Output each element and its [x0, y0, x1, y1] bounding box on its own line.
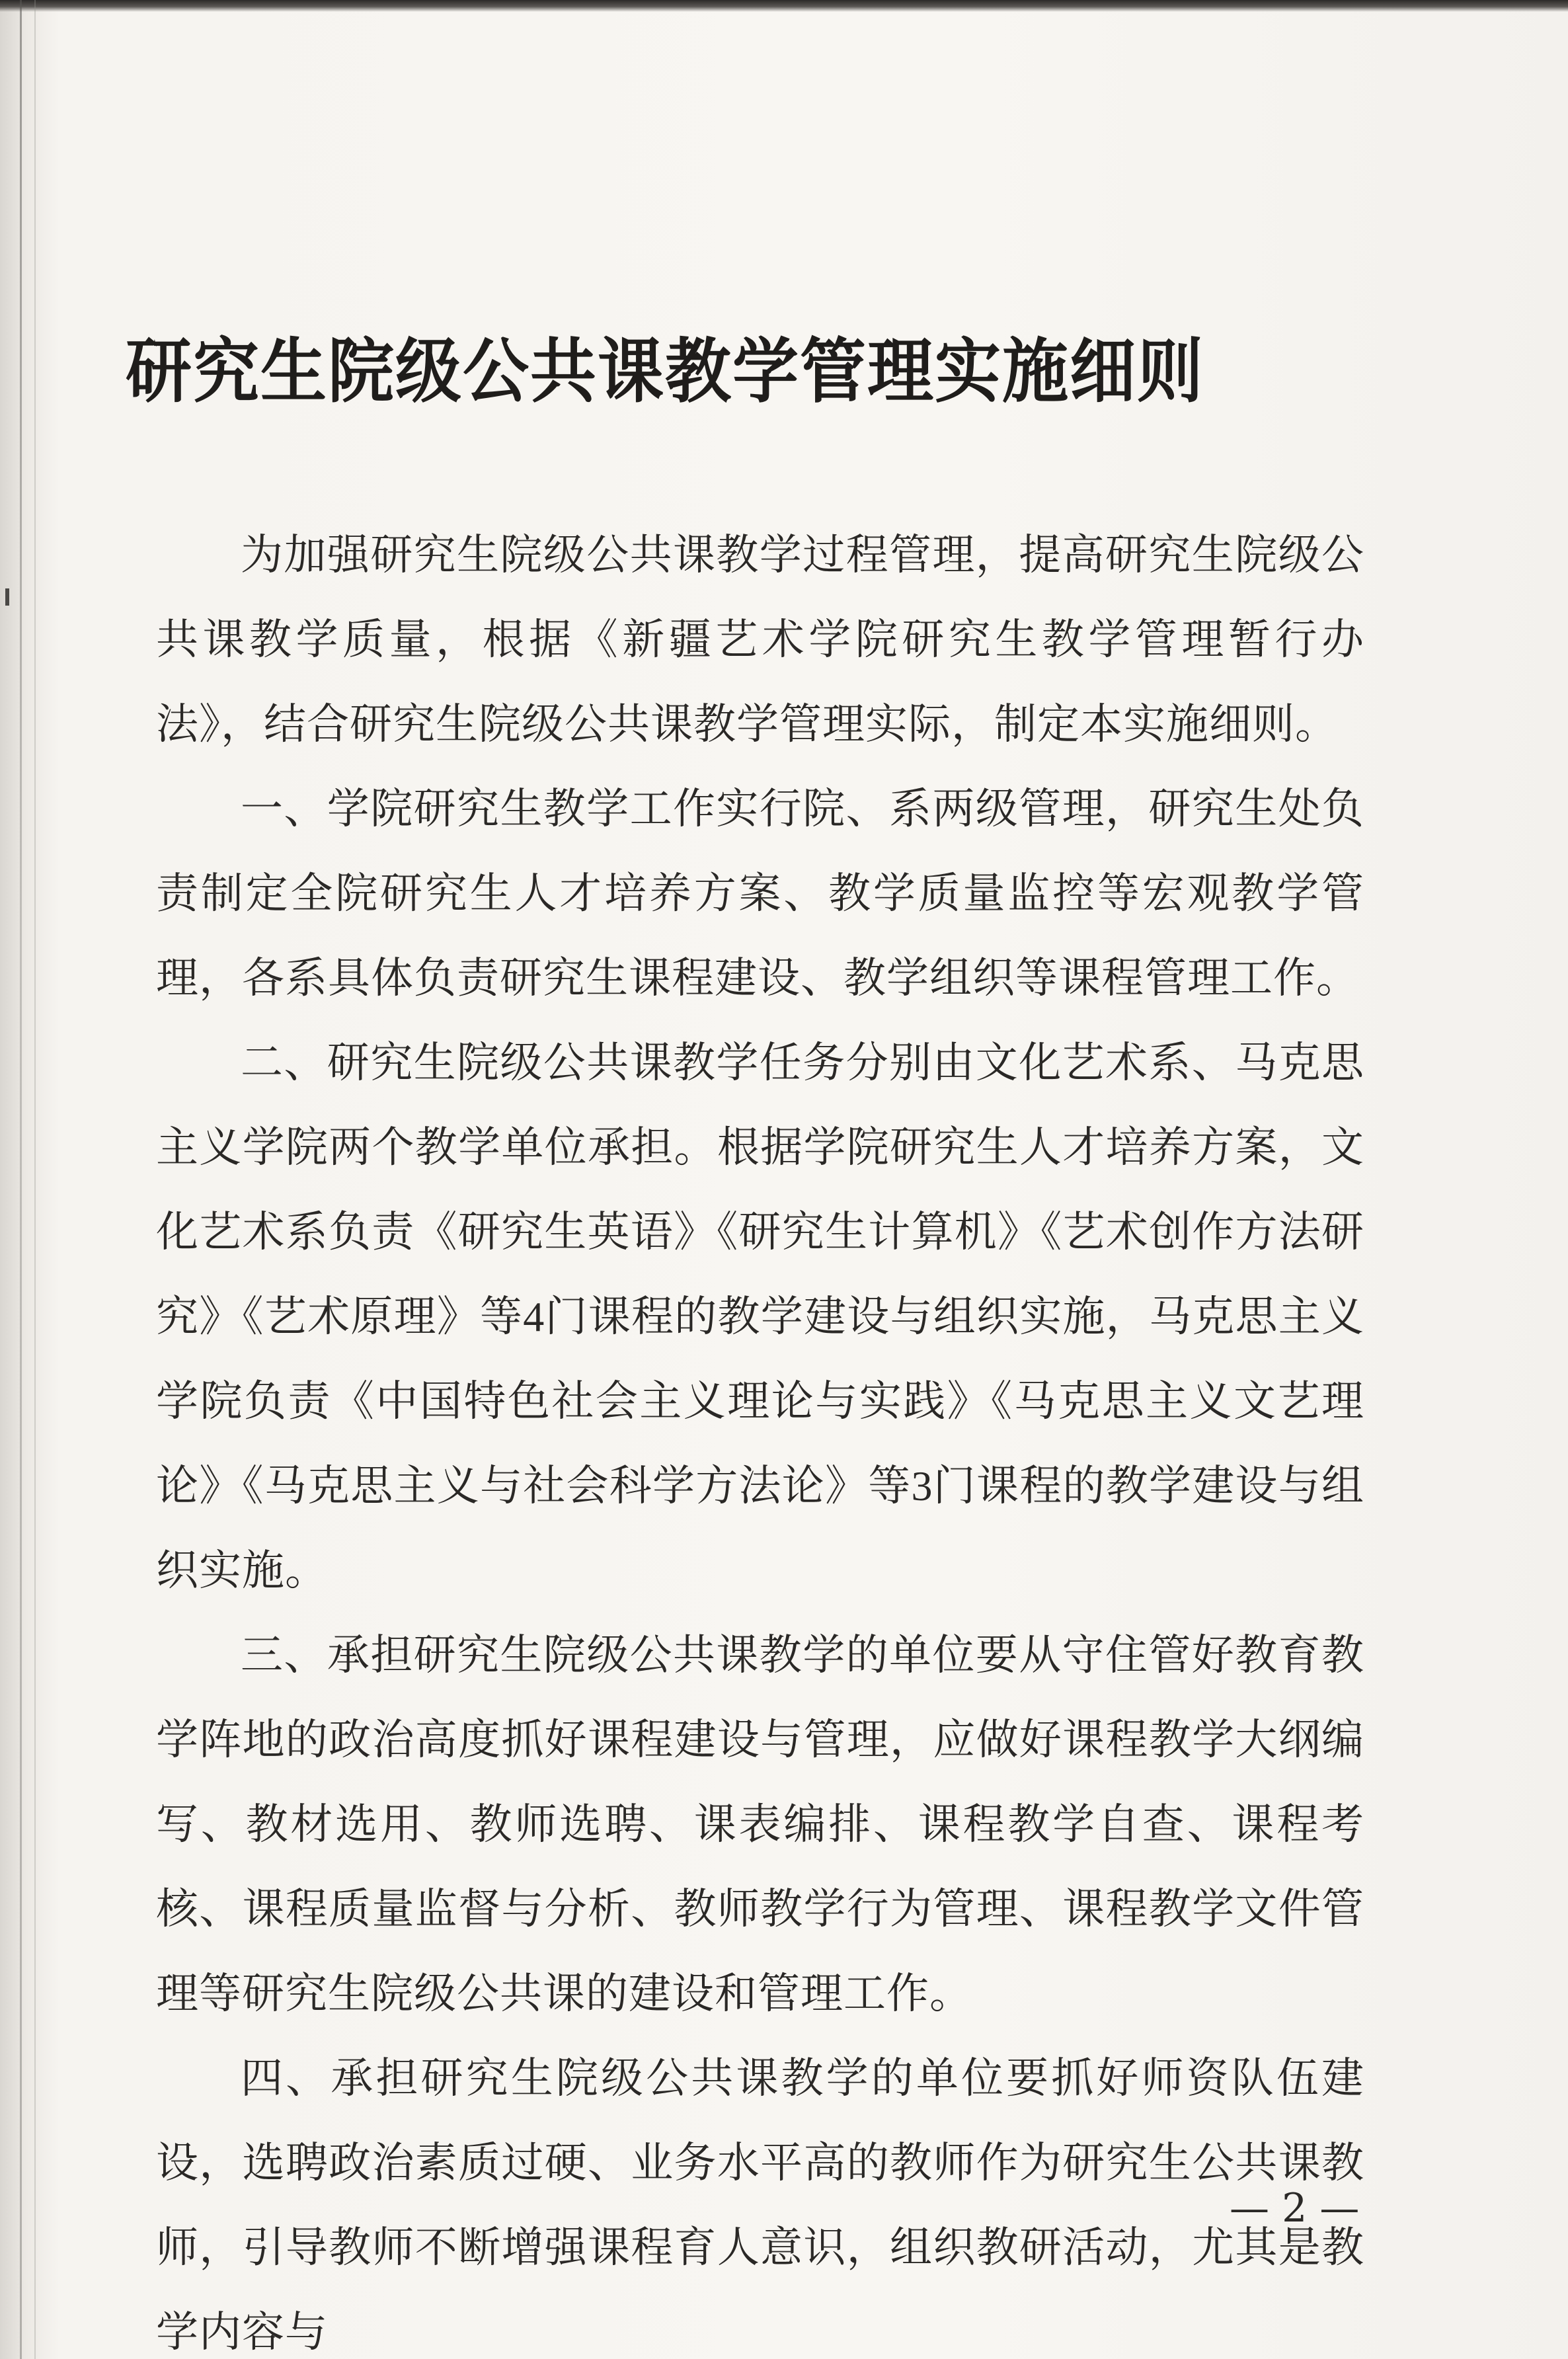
document-title: 研究生院级公共课教学管理实施细则 — [126, 333, 1204, 411]
scan-top-edge-shadow — [0, 0, 1568, 12]
paragraph-article-3: 三、承担研究生院级公共课教学的单位要从守住管好教育教学阵地的政治高度抓好课程建设与管理，应做好课程教学大纲编写、教材选用、教师选聘、课表编排、课程教学自查、课程考核、课程质量监督与分析、教师教学行为管理、课程教学文件管理等研究生院级公共课的建设和管理工作。 — [156, 1632, 1364, 2017]
page-fold-line — [20, 0, 22, 2359]
page-number: — 2 — — [1230, 2185, 1360, 2231]
paragraph-article-4: 四、承担研究生院级公共课教学的单位要抓好师资队伍建设，选聘政治素质过硬、业务水平高的教师作为研究生公共课教师，引导教师不断增强课程育人意识，组织教研活动，尤其是教学内容与 — [156, 2055, 1364, 2356]
document-body — [156, 513, 1364, 2359]
paragraph-article-1: 一、学院研究生教学工作实行院、系两级管理，研究生处负责制定全院研究生人才培养方案、教学质量监控等宏观教学管理，各系具体负责研究生课程建设、教学组织等课程管理工作。 — [156, 785, 1364, 1002]
paragraph-intro: 为加强研究生院级公共课教学过程管理，提高研究生院级公共课教学质量，根据《新疆艺术学院研究生教学管理暂行办法》，结合研究生院级公共课教学管理实际，制定本实施细则。 — [156, 532, 1364, 748]
page-fold-line-secondary — [34, 0, 36, 2359]
margin-mark — [5, 588, 9, 606]
paragraph-article-2: 二、研究生院级公共课教学任务分别由文化艺术系、马克思主义学院两个教学单位承担。根据学院研究生人才培养方案，文化艺术系负责《研究生英语》《研究生计算机》《艺术创作方法研究》《艺术原理》等4门课程的教学建设与组织实施，马克思主义学院负责《中国特色社会主义理论与实践》《马克思主义文艺理论》《马克思主义与社会科学方法论》等3门课程的教学建设与组织实施。 — [156, 1039, 1364, 1594]
